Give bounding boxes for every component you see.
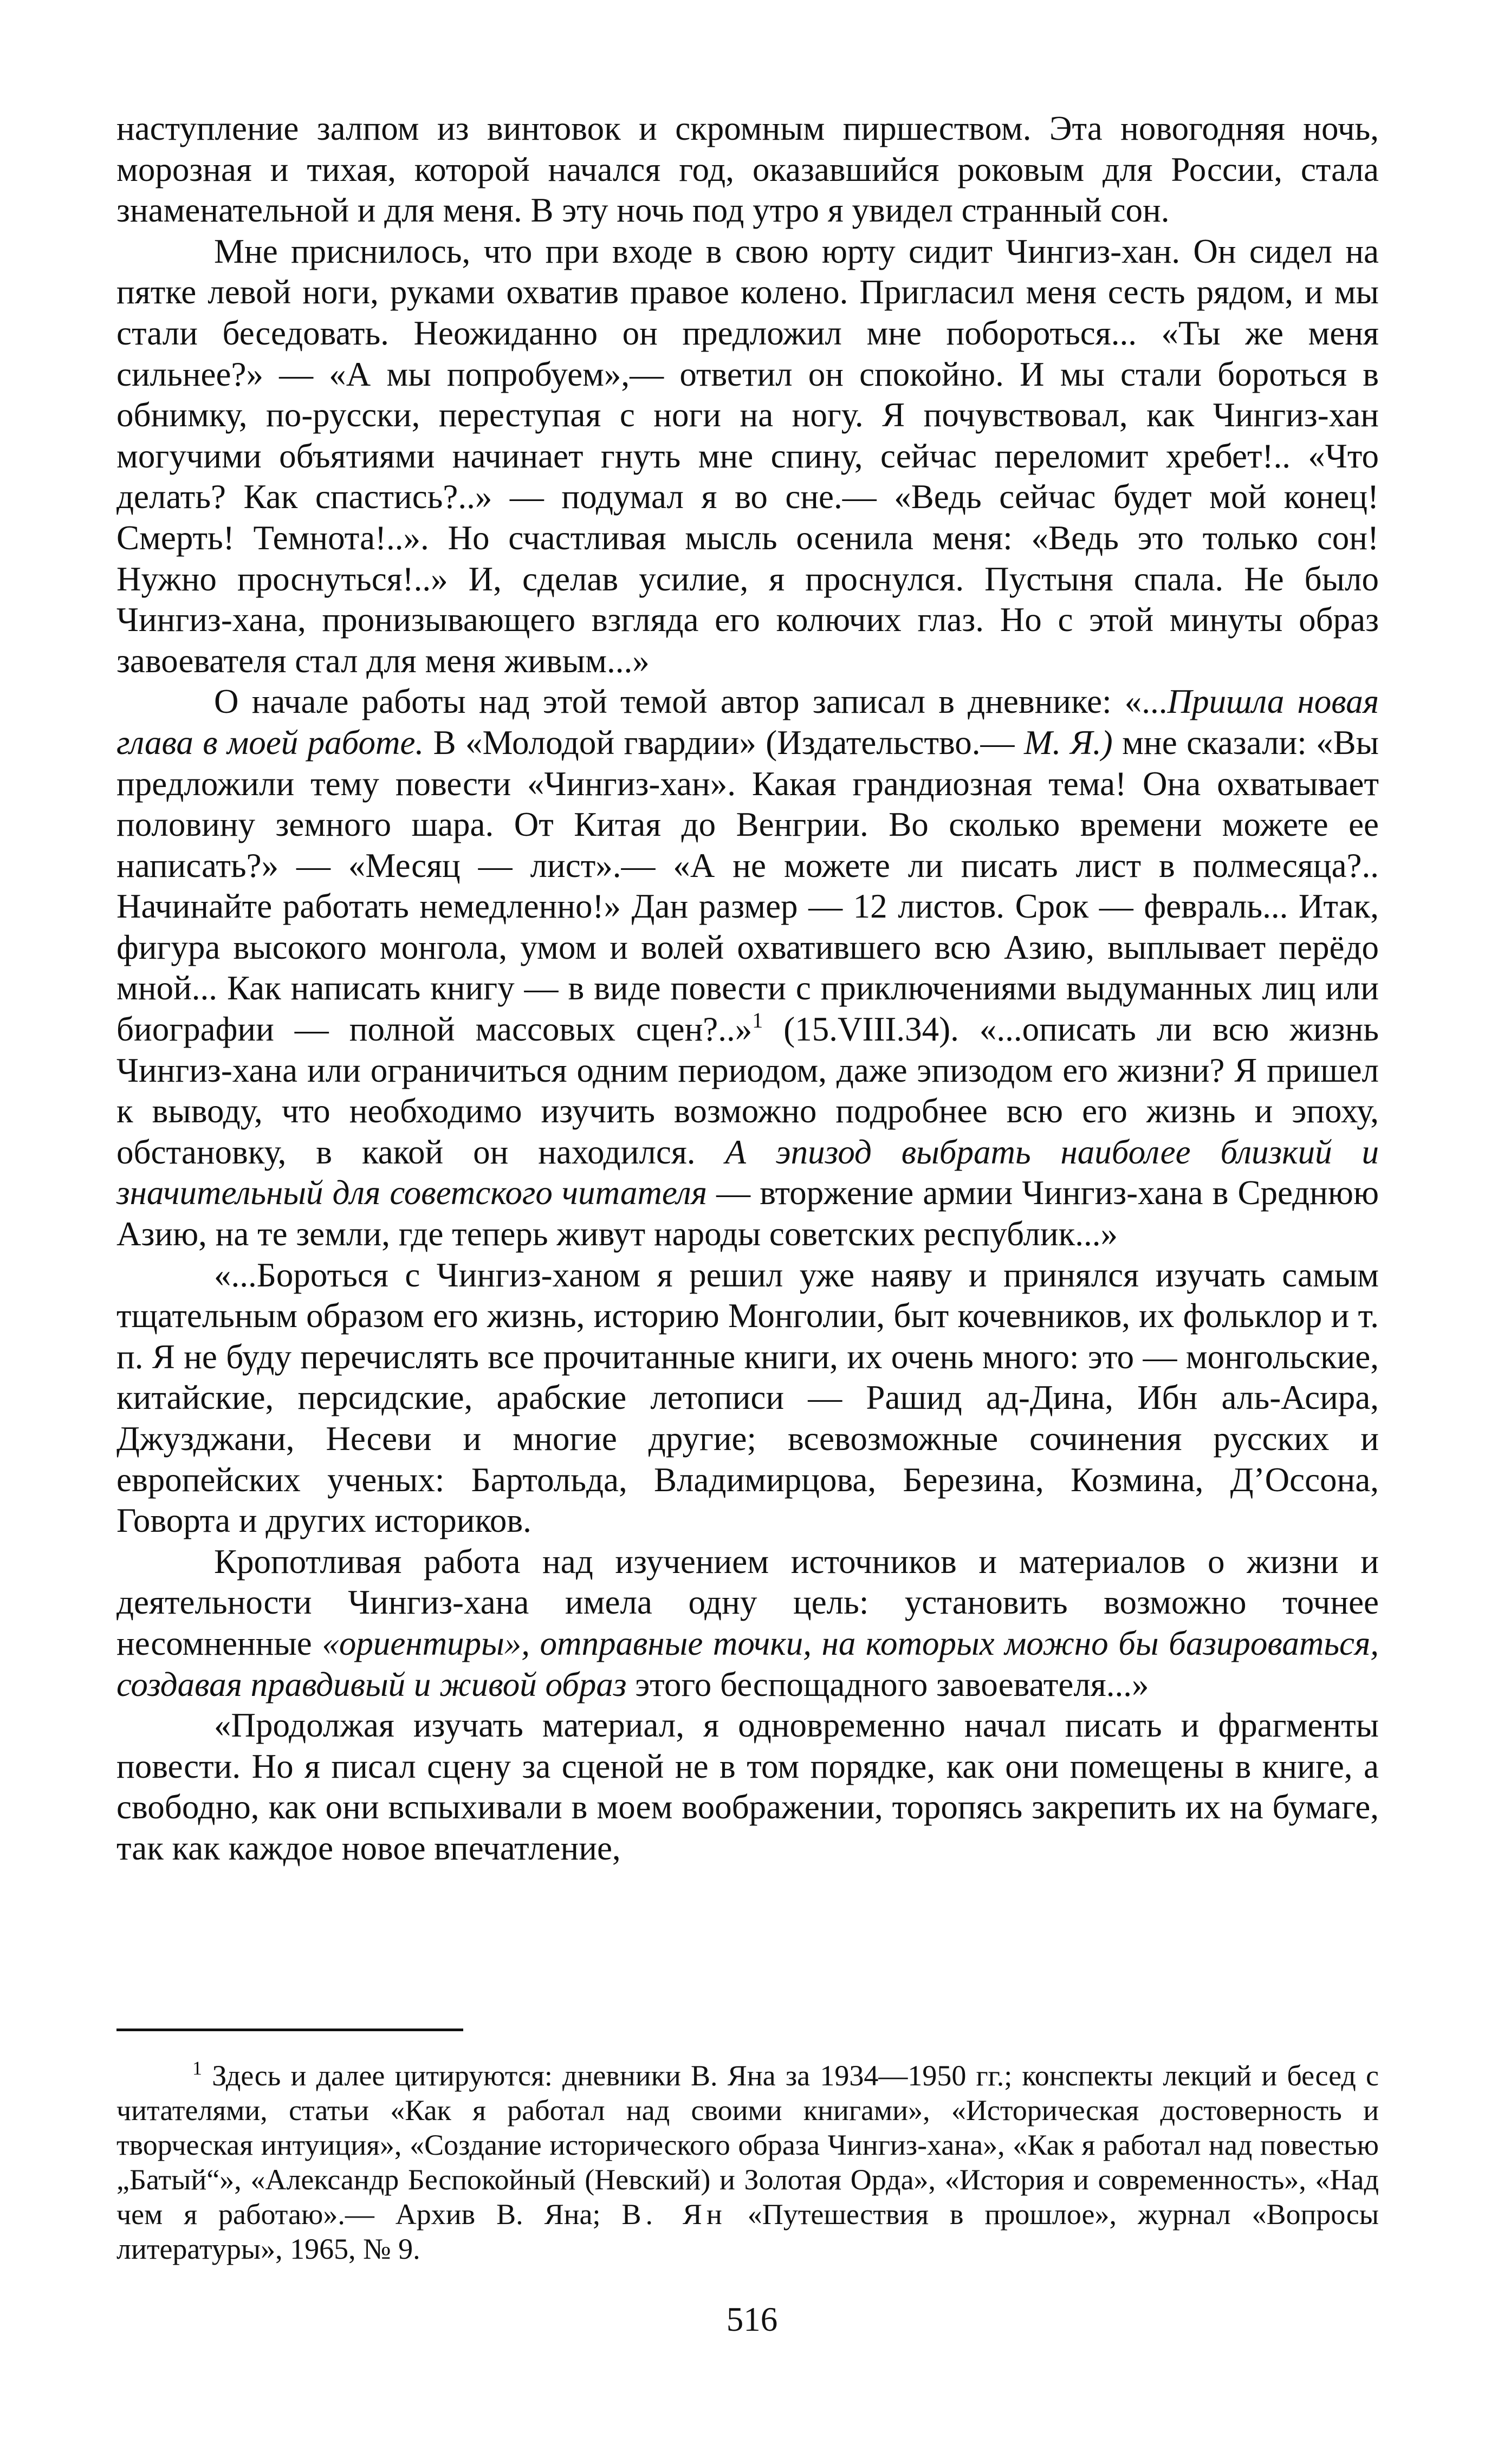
text-run: «...Бороться с Чингиз-ханом я решил уже наяву и принялся изучать самым тщательным образом его жизнь, историю Монголии, быт кочевников, их фольклор и т. п. Я не буду перечислять все прочитанные книги, их очень много: это — монгольские, китайские, персидские, арабские летописи — Рашид ад-Дина, Ибн аль-Асира, Джузджани, Несеви и многие другие; всевозможные сочинения русских и европейских ученых: Бартольда, Владимирцова, Березина, Козмина, Д’Оссона, Говорта и других историков.: [116, 1256, 1379, 1540]
italic-text: А эпизод выбрать наиболее близкий и значительный для советского читателя: [116, 1133, 1379, 1212]
text-run: наступление залпом из винтовок и скромным пиршеством. Эта новогодняя ночь, морозная и тихая, которой начался год, оказавшийся роковым для России, стала знаменательной и для меня. В эту ночь под утро я увидел странный сон.: [116, 109, 1379, 230]
italic-text: М. Я.): [1023, 723, 1113, 762]
text-run: этого беспощадного завоевателя...»: [626, 1665, 1149, 1704]
text-run: В «Молодой гвардии» (Издательство.—: [424, 723, 1024, 762]
author-name: В. Ян: [621, 2198, 727, 2231]
italic-text: Пришла новая глава в моей работе.: [116, 682, 1379, 762]
footnote-separator: [116, 2029, 463, 2031]
text-run: Кропотливая работа над изучением источников и материалов о жизни и деятельности Чингиз-хана имела одну цель: установить возможно точнее несомненные: [116, 1542, 1379, 1662]
paragraph: [116, 681, 1379, 1254]
paragraph: [116, 108, 1379, 231]
text-run: Здесь и далее цитируются: дневники В. Яна за 1934—1950 гг.; конспекты лекций и бесед с читателями, статьи «Как я работал над своими книгами», «Историческая достоверность и творческая интуиция», «Создание исторического образа Чингиз-хана», «Как я работал над повестью „Батый“», «Александр Беспокойный (Невский) и Золотая Орда», «История и современность», «Над чем я работаю».— Архив В. Яна;: [116, 2059, 1379, 2231]
footnote-marker: 1: [752, 1008, 763, 1033]
footnote: [116, 2058, 1379, 2266]
paragraph: [116, 231, 1379, 682]
main-text: [116, 108, 1379, 1869]
italic-text: «ориентиры», отправные точки, на которых можно бы базироваться, создавая правдивый и живой образ: [116, 1624, 1379, 1704]
text-run: (15.VIII.34). «...описать ли всю жизнь Чингиз-хана или ограничиться одним периодом, даже эпизодом его жизни? Я пришел к выводу, что необходимо изучить возможно подробнее всю его жизнь и эпоху, обстановку, в какой он находился.: [116, 1010, 1379, 1171]
text-run: «Путешествия в прошлое», журнал «Вопросы литературы», 1965, № 9.: [116, 2198, 1379, 2265]
page-number: 516: [726, 2300, 778, 2338]
paragraph: [116, 1255, 1379, 1542]
text-run: мне сказали: «Вы предложили тему повести «Чингиз-хан». Какая грандиозная тема! Она охватывает половину земного шара. От Китая до Венгрии. Во сколько времени можете ее написать?» — «Месяц — лист».— «А не можете ли писать лист в полмесяца?.. Начинайте работать немедленно!» Дан размер — 12 листов. Срок — февраль... Итак, фигура высокого монгола, умом и волей охватившего всю Азию, выплывает перёдо мной... Как написать книгу — в виде повести с приключениями выдуманных лиц или биографии — полной массовых сцен?..»: [116, 723, 1379, 1049]
paragraph: [116, 1705, 1379, 1869]
text-run: — вторжение армии Чингиз-хана в Среднюю Азию, на те земли, где теперь живут народы советских республик...»: [116, 1174, 1379, 1253]
paragraph: [116, 1542, 1379, 1705]
text-run: «Продолжая изучать материал, я одновременно начал писать и фрагменты повести. Но я писал сцену за сценой не в том порядке, как они помещены в книге, а свободно, как они вспыхивали в моем воображении, торопясь закрепить их на бумаге, так как каждое новое впечатлениe,: [116, 1706, 1379, 1867]
text-run: О начале работы над этой темой автор записал в дневнике: «...: [214, 682, 1168, 721]
text-run: Мне приснилось, что при входе в свою юрту сидит Чингиз-хан. Он сидел на пятке левой ноги, руками охватив правое колено. Пригласил меня сесть рядом, и мы стали беседовать. Неожиданно он предложил мне побороться... «Ты же меня сильнее?» — «А мы попробуем»,— ответил он спокойно. И мы стали бороться в обнимку, по-русски, переступая с ноги на ногу. Я почувствовал, как Чингиз-хан могучими объятиями начинает гнуть мне спину, сейчас переломит хребет!.. «Что делать? Как спастись?..» — подумал я во сне.— «Ведь сейчас будет мой конец! Смерть! Темнота!..». Но счастливая мысль осенила меня: «Ведь это только сон! Нужно проснуться!..» И, сделав усилие, я проснулся. Пустыня спала. Не было Чингиз-хана, пронизывающего взгляда его колючих глаз. Но с этой минуты образ завоевателя стал для меня живым...»: [116, 232, 1379, 680]
footnote-marker: 1: [192, 2057, 202, 2079]
